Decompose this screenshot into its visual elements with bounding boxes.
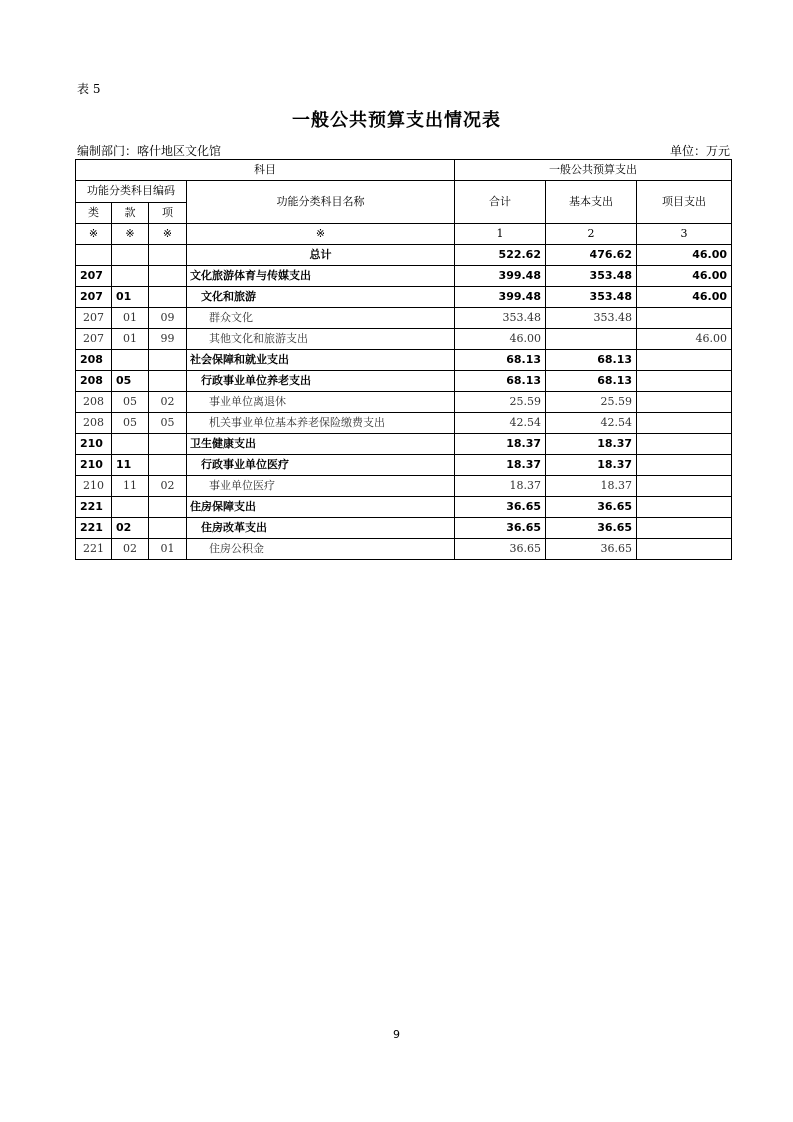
table-row: [76, 308, 732, 329]
project-cell: 46.00: [637, 266, 732, 287]
lei-cell: 207: [76, 266, 112, 287]
kuan-cell: [112, 350, 149, 371]
table-number-label: 表 5: [77, 82, 101, 96]
xiang-cell: [149, 266, 187, 287]
project-cell: [637, 455, 732, 476]
lei-cell: 207: [76, 329, 112, 350]
total-cell: 25.59: [455, 392, 546, 413]
kuan-cell: 05: [112, 392, 149, 413]
project-cell: [637, 350, 732, 371]
subject-name-cell: 文化和旅游: [187, 287, 455, 308]
basic-cell: 68.13: [546, 350, 637, 371]
table-row: [76, 434, 732, 455]
xiang-cell: [149, 497, 187, 518]
xiang-cell: 09: [149, 308, 187, 329]
kuan-cell: 02: [112, 518, 149, 539]
lei-cell: 208: [76, 413, 112, 434]
budget-table: [75, 159, 732, 560]
total-cell: 68.13: [455, 371, 546, 392]
column-number-3: 3: [637, 224, 732, 245]
basic-cell: 353.48: [546, 308, 637, 329]
project-cell: [637, 518, 732, 539]
subject-name-cell: 事业单位医疗: [187, 476, 455, 497]
xiang-cell: [149, 434, 187, 455]
basic-cell: 68.13: [546, 371, 637, 392]
subject-name-cell: 机关事业单位基本养老保险缴费支出: [187, 413, 455, 434]
total-column-header: 合计: [455, 181, 546, 224]
header-row-2: [76, 181, 732, 203]
total-cell: 36.65: [455, 539, 546, 560]
lei-cell: 210: [76, 455, 112, 476]
project-cell: [637, 308, 732, 329]
xiang-cell: [149, 245, 187, 266]
project-cell: 46.00: [637, 245, 732, 266]
table-row: [76, 455, 732, 476]
project-cell: [637, 539, 732, 560]
kuan-cell: [112, 245, 149, 266]
total-cell: 18.37: [455, 476, 546, 497]
xiang-cell: [149, 455, 187, 476]
kuan-cell: [112, 497, 149, 518]
table-row: [76, 350, 732, 371]
table-row: [76, 287, 732, 308]
total-cell: 18.37: [455, 434, 546, 455]
xiang-cell: 01: [149, 539, 187, 560]
subject-name-cell: 卫生健康支出: [187, 434, 455, 455]
subject-name-cell: 总计: [187, 245, 455, 266]
column-number-1: 1: [455, 224, 546, 245]
kuan-cell: 01: [112, 287, 149, 308]
subject-name-cell: 社会保障和就业支出: [187, 350, 455, 371]
kuan-cell: 01: [112, 308, 149, 329]
total-cell: 46.00: [455, 329, 546, 350]
basic-cell: [546, 329, 637, 350]
total-cell: 42.54: [455, 413, 546, 434]
subject-name-cell: 其他文化和旅游支出: [187, 329, 455, 350]
xiang-cell: [149, 371, 187, 392]
basic-column-header: 基本支出: [546, 181, 637, 224]
project-cell: [637, 497, 732, 518]
project-cell: 46.00: [637, 287, 732, 308]
lei-cell: 221: [76, 497, 112, 518]
page-number: 9: [393, 1028, 400, 1041]
page-title: 一般公共预算支出情况表: [292, 110, 501, 131]
mark-cell: ※: [149, 224, 187, 245]
table-row: [76, 329, 732, 350]
total-cell: 399.48: [455, 266, 546, 287]
code-group-header: 功能分类科目编码: [76, 181, 187, 203]
basic-cell: 353.48: [546, 287, 637, 308]
basic-cell: 25.59: [546, 392, 637, 413]
total-cell: 399.48: [455, 287, 546, 308]
total-cell: 522.62: [455, 245, 546, 266]
department-label: 编制部门：喀什地区文化馆: [77, 144, 222, 158]
subject-name-cell: 事业单位离退休: [187, 392, 455, 413]
basic-cell: 18.37: [546, 455, 637, 476]
lei-cell: 208: [76, 371, 112, 392]
lei-cell: [76, 245, 112, 266]
table-row: [76, 392, 732, 413]
basic-cell: 42.54: [546, 413, 637, 434]
header-row-1: [76, 160, 732, 181]
xiang-cell: [149, 287, 187, 308]
project-cell: [637, 371, 732, 392]
kuan-cell: [112, 434, 149, 455]
xiang-cell: 05: [149, 413, 187, 434]
column-number-2: 2: [546, 224, 637, 245]
basic-cell: 476.62: [546, 245, 637, 266]
kuan-cell: 11: [112, 476, 149, 497]
table-row: [76, 245, 732, 266]
lei-cell: 207: [76, 308, 112, 329]
basic-cell: 353.48: [546, 266, 637, 287]
lei-cell: 210: [76, 434, 112, 455]
subject-name-cell: 行政事业单位医疗: [187, 455, 455, 476]
lei-cell: 221: [76, 518, 112, 539]
table-row: [76, 476, 732, 497]
header-row-4: [76, 224, 732, 245]
project-cell: [637, 392, 732, 413]
total-cell: 36.65: [455, 497, 546, 518]
xiang-cell: 99: [149, 329, 187, 350]
project-column-header: 项目支出: [637, 181, 732, 224]
subject-name-cell: 住房保障支出: [187, 497, 455, 518]
total-cell: 353.48: [455, 308, 546, 329]
table-row: [76, 518, 732, 539]
xiang-cell: [149, 350, 187, 371]
table-row: [76, 371, 732, 392]
basic-cell: 18.37: [546, 476, 637, 497]
name-column-header: 功能分类科目名称: [187, 181, 455, 224]
total-cell: 18.37: [455, 455, 546, 476]
subject-name-cell: 住房公积金: [187, 539, 455, 560]
xiang-cell: [149, 518, 187, 539]
unit-label: 单位：万元: [669, 144, 730, 158]
kuan-cell: 11: [112, 455, 149, 476]
lei-cell: 221: [76, 539, 112, 560]
kuan-cell: [112, 266, 149, 287]
basic-cell: 36.65: [546, 518, 637, 539]
lei-cell: 210: [76, 476, 112, 497]
budget-group-header: 一般公共预算支出: [455, 160, 732, 181]
subject-name-cell: 住房改革支出: [187, 518, 455, 539]
table-row: [76, 413, 732, 434]
basic-cell: 36.65: [546, 497, 637, 518]
kuan-cell: 01: [112, 329, 149, 350]
xiang-header: 项: [149, 202, 187, 224]
xiang-cell: 02: [149, 476, 187, 497]
kuan-cell: 05: [112, 371, 149, 392]
mark-cell: ※: [187, 224, 455, 245]
subject-header: 科目: [76, 160, 455, 181]
subject-name-cell: 群众文化: [187, 308, 455, 329]
total-cell: 68.13: [455, 350, 546, 371]
total-cell: 36.65: [455, 518, 546, 539]
project-cell: 46.00: [637, 329, 732, 350]
project-cell: [637, 476, 732, 497]
lei-cell: 208: [76, 350, 112, 371]
project-cell: [637, 413, 732, 434]
mark-cell: ※: [76, 224, 112, 245]
xiang-cell: 02: [149, 392, 187, 413]
basic-cell: 36.65: [546, 539, 637, 560]
subject-name-cell: 文化旅游体育与传媒支出: [187, 266, 455, 287]
kuan-cell: 02: [112, 539, 149, 560]
kuan-cell: 05: [112, 413, 149, 434]
table-row: [76, 266, 732, 287]
kuan-header: 款: [112, 202, 149, 224]
lei-header: 类: [76, 202, 112, 224]
mark-cell: ※: [112, 224, 149, 245]
basic-cell: 18.37: [546, 434, 637, 455]
lei-cell: 208: [76, 392, 112, 413]
table-row: [76, 497, 732, 518]
table-row: [76, 539, 732, 560]
lei-cell: 207: [76, 287, 112, 308]
project-cell: [637, 434, 732, 455]
subject-name-cell: 行政事业单位养老支出: [187, 371, 455, 392]
